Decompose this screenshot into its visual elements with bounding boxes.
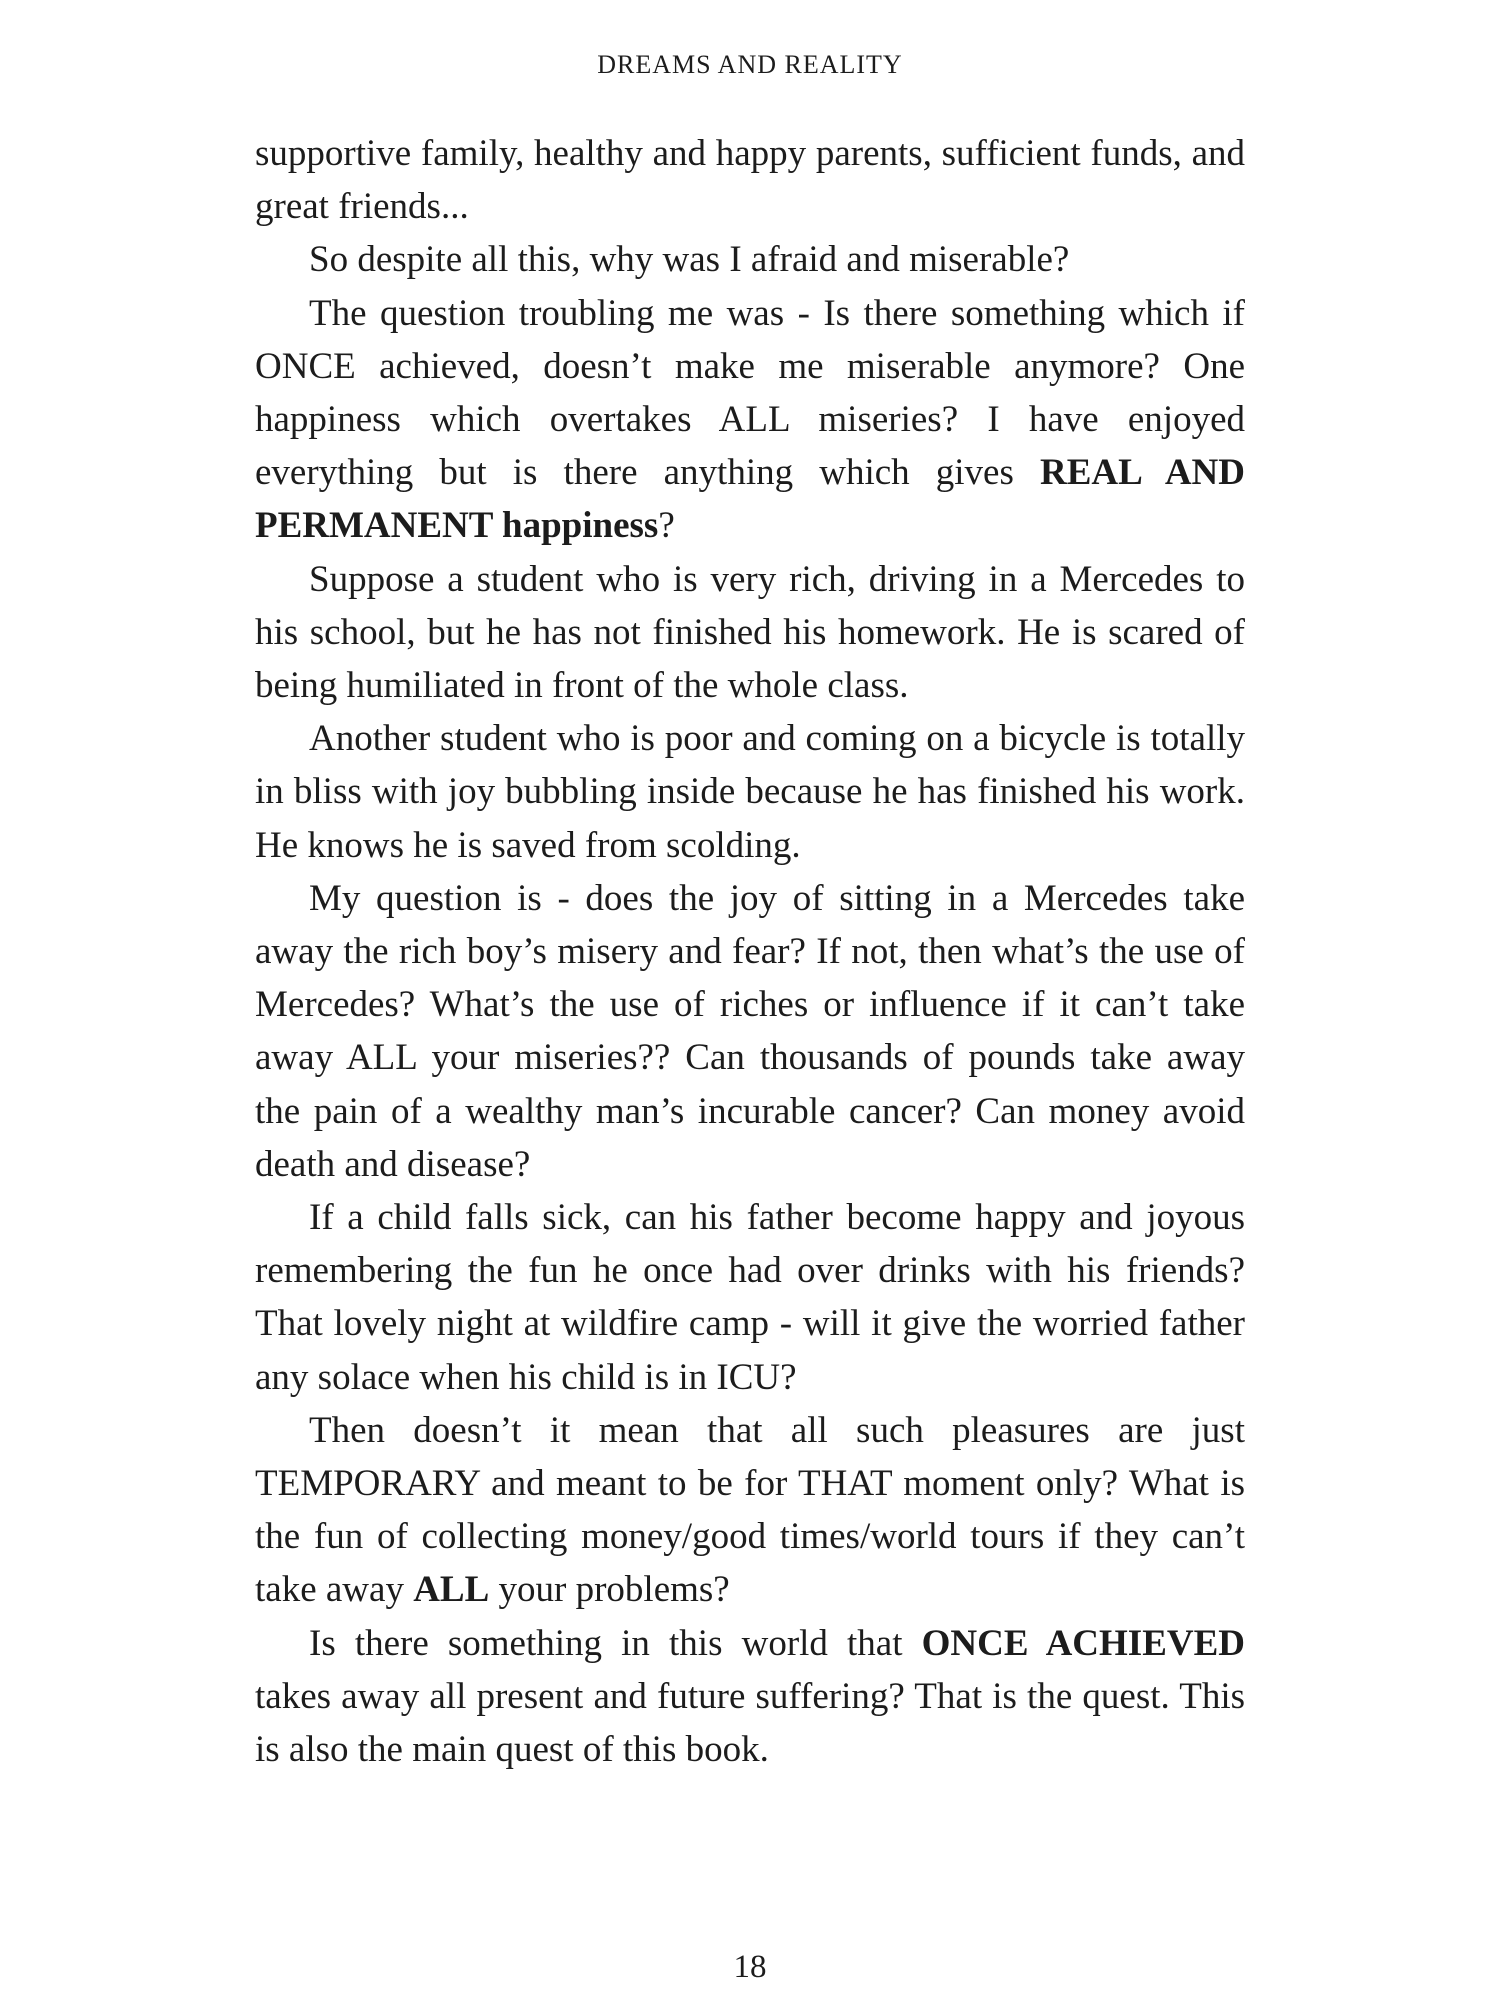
text-run: Then doesn’t it mean that all such pleasures are just TEMPORARY and meant to be for THAT moment only? What is the fun of collecting money/good times/world tours if they can’t take away (255, 1409, 1245, 1611)
paragraph (255, 1404, 1245, 1617)
bold-text-run: REAL AND PERMANENT happiness (255, 452, 1245, 547)
paragraph (255, 287, 1245, 553)
paragraph (255, 1617, 1245, 1777)
text-run: ? (658, 505, 675, 547)
paragraph (255, 553, 1245, 713)
text-run: My question is - does the joy of sitting in a Mercedes take away the rich boy’s misery and fear? If not, then what’s the use of Mercedes? What’s the use of riches or influence if it can’t take away ALL your miseries?? Can thousands of pounds take away the pain of a wealthy man’s incurable cancer? Can money avoid death and disease? (255, 877, 1245, 1185)
text-run: Another student who is poor and coming on a bicycle is totally in bliss with joy bubbling inside because he has finished his work. He knows he is saved from scolding. (255, 718, 1245, 866)
paragraph (255, 233, 1245, 286)
bold-text-run: ONCE ACHIEVED (921, 1622, 1245, 1664)
text-run: So despite all this, why was I afraid and miserable? (309, 239, 1070, 281)
paragraph (255, 712, 1245, 872)
text-run: takes away all present and future suffering? That is the quest. This is also the main quest of this book. (255, 1675, 1245, 1771)
text-run: If a child falls sick, can his father become happy and joyous remembering the fun he once had over drinks with his friends? That lovely night at wildfire camp - will it give the worried father any solace when his child is in ICU? (255, 1197, 1245, 1398)
bold-text-run: ALL (413, 1569, 490, 1611)
text-run: supportive family, healthy and happy parents, sufficient funds, and great friends... (255, 133, 1245, 228)
running-head: DREAMS AND REALITY (597, 50, 903, 79)
text-run: Is there something in this world that (309, 1622, 922, 1664)
paragraph (255, 1191, 1245, 1404)
paragraph (255, 127, 1245, 233)
body-text (255, 127, 1245, 1776)
paragraph (255, 872, 1245, 1191)
text-run: The question troubling me was - Is there something which if ONCE achieved, doesn’t make me miserable anymore? One happiness which overtakes ALL miseries? I have enjoyed everything but is there anything which gives (255, 292, 1245, 494)
text-run: your problems? (489, 1569, 730, 1611)
page-number: 18 (733, 1949, 767, 1985)
text-run: Suppose a student who is very rich, driving in a Mercedes to his school, but he has not finished his homework. He is scared of being humiliated in front of the whole class. (255, 558, 1245, 707)
